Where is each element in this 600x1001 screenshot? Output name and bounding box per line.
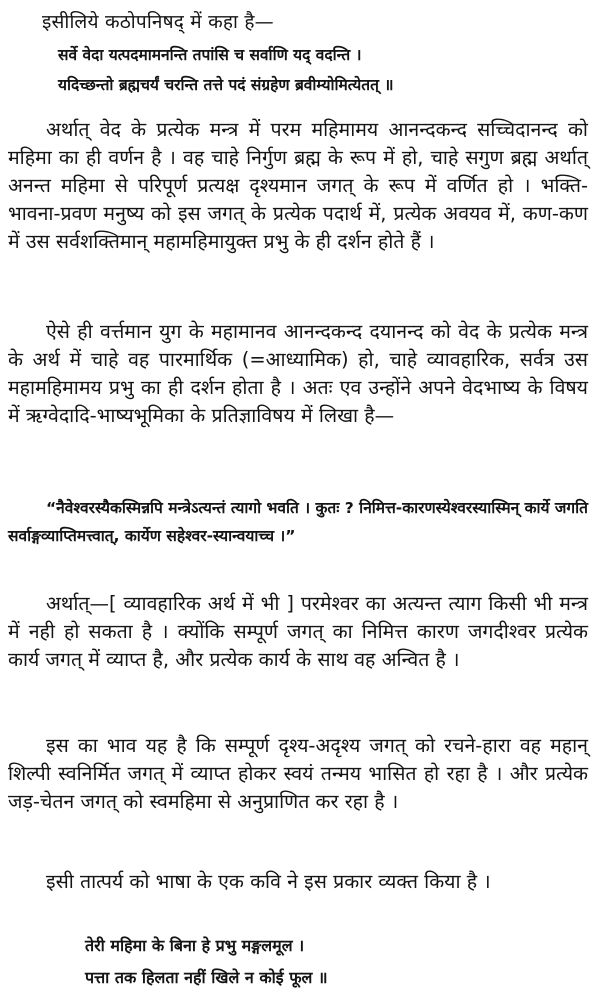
sanskrit-quote: “नैवेश्वरस्यैकस्मिन्नपि मन्त्रेऽत्यन्तं त्यागो भवति । कुतः ? निमित्त-कारणस्येश्वरस्यास्मिन् कार्ये जगति सर्वाङ्गव्याप्तिमत्त्वात्, कार्येण सहेश्वर-स्यान्वयाच्च ।” <box>8 499 588 545</box>
paragraph-3: अर्थात्—[ व्यावहारिक अर्थ में भी ] परमेश्वर का अत्यन्त त्याग किसी भी मन्त्र में नही हो सकता है । क्योंकि सम्पूर्ण जगत् का निमित्त कारण जगदीश्वर प्रत्येक कार्य जगत् में व्याप्त है, और प्रत्येक कार्य के साथ वह अन्वित है । <box>8 592 588 671</box>
intro-line: इसीलिये कठोपनिषद् में कहा है— <box>42 11 274 33</box>
upanishad-quote <box>58 40 578 100</box>
upanishad-quote-line-2: यदिच्छन्तो ब्रह्मचर्यं चरन्ति तत्ते पदं संग्रहेण ब्रवीम्योमित्येतत् ॥ <box>58 76 394 94</box>
paragraph-1: अर्थात् वेद के प्रत्येक मन्त्र में परम महिमामय आनन्दकन्द सच्चिदानन्द को महिमा का ही वर्णन है । वह चाहे निर्गुण ब्रह्म के रूप में हो, चाहे सगुण ब्रह्म अर्थात् अनन्त महिमा से परिपूर्ण प्रत्यक्ष दृश्यमान जगत् के रूप में वर्णित हो । भक्ति-भावना-प्रवण मनुष्य को इस जगत् के प्रत्येक पदार्थ में, प्रत्येक अवयव में, कण-कण में उस सर्वशक्तिमान् महामहिमायुक्त प्रभु के ही दर्शन होते हैं । <box>8 118 588 253</box>
poem-couplet <box>85 930 328 994</box>
upanishad-quote-line-1: सर्वे वेदा यत्पदमामनन्ति तपांसि च सर्वाणि यद् वदन्ति । <box>58 46 362 64</box>
paragraph-4: इस का भाव यह है कि सम्पूर्ण दृश्य-अदृश्य जगत् को रचने-हारा वह महान् शिल्पी स्वनिर्मित जगत् में व्याप्त होकर स्वयं तन्मय भासित हो रहा है । और प्रत्येक जड़-चेतन जगत् को स्वमहिमा से अनुप्राणित कर रहा है । <box>8 734 588 813</box>
poem-line-2: पत्ता तक हिलता नहीं खिले न कोई फूल ॥ <box>85 968 328 987</box>
poem-line-1: तेरी महिमा के बिना हे प्रभु मङ्गलमूल । <box>85 936 305 955</box>
paragraph-2: ऐसे ही वर्त्तमान युग के महामानव आनन्दकन्द दयानन्द को वेद के प्रत्येक मन्त्र के अर्थ में चाहे वह पारमार्थिक (=आध्यामिक) हो, चाहे व्यावहारिक, सर्वत्र उस महामहिमामय प्रभु का ही दर्शन होता है । अतः एव उन्होंने अपने वेदभाष्य के विषय में ऋग्वेदादि-भाष्यभूमिका के प्रतिज्ञाविषय में लिखा है— <box>8 320 588 427</box>
paragraph-5: इसी तात्पर्य को भाषा के एक कवि ने इस प्रकार व्यक्त किया है । <box>46 870 491 893</box>
